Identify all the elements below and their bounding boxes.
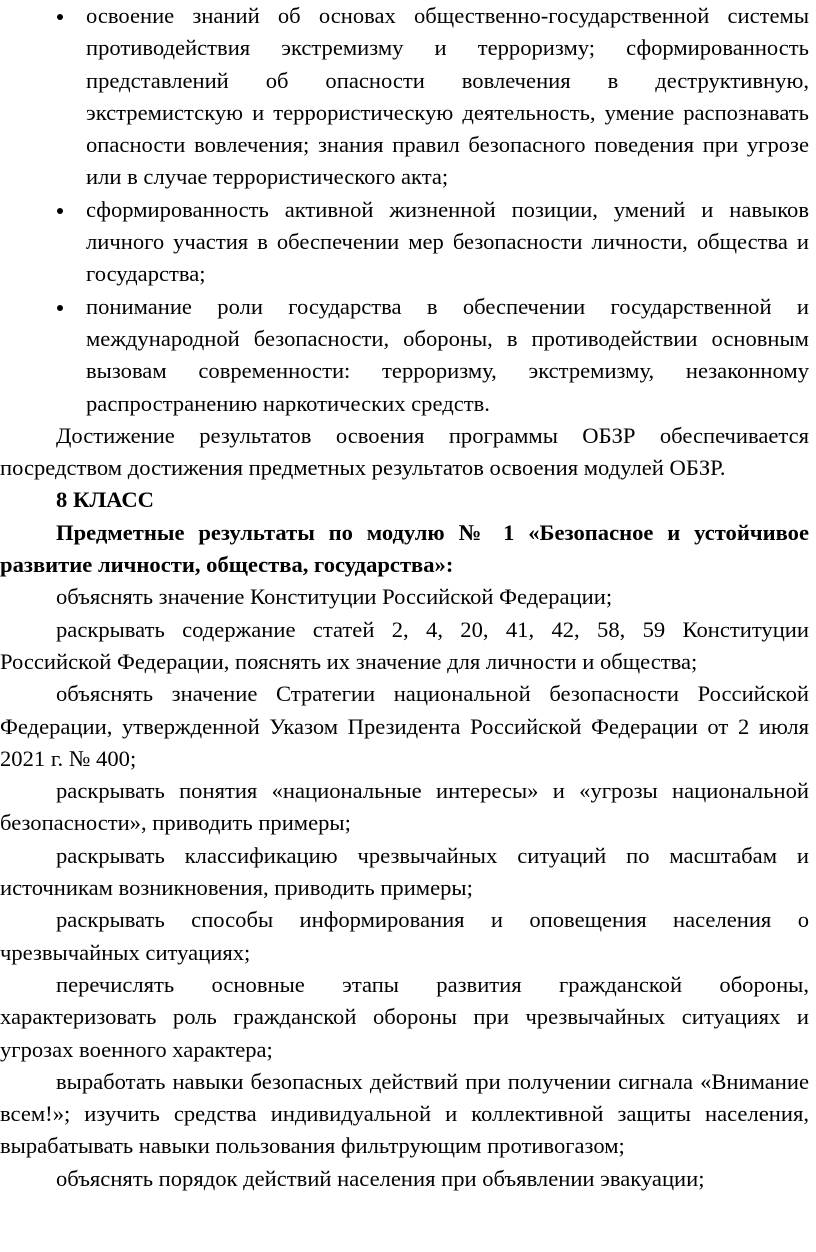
grade-heading: 8 КЛАСС <box>56 487 154 513</box>
bullet-text: освоение знаний об основах общественно-государственной системы противодействия экстремизму и терроризму; сформированность представлений об опасности вовлечения в деструктивную, экстремистскую и террористическую деятельность, умение распознавать опасности вовлечения; знания правил безопасного поведения при угрозе или в случае террористического акта; <box>86 3 809 190</box>
result-paragraph: объяснять значение Конституции Российской Федерации; <box>56 584 613 610</box>
bullet-dot-icon <box>57 305 63 311</box>
bullet-item <box>86 291 809 420</box>
result-paragraph: раскрывать классификацию чрезвычайных ситуаций по масштабам и источникам возникновения, приводить примеры; <box>0 842 809 901</box>
result-paragraph: перечислять основные этапы развития гражданской обороны, характеризовать роль гражданской обороны при чрезвычайных ситуациях и угрозах военного характера; <box>0 971 809 1062</box>
bullet-dot-icon <box>57 208 63 214</box>
module-heading: Предметные результаты по модулю № 1 «Безопасное и устойчивое развитие личности, общества, государства»: <box>0 519 809 578</box>
result-paragraph: раскрывать содержание статей 2, 4, 20, 41, 42, 58, 59 Конституции Российской Федерации, пояснять их значение для личности и общества; <box>0 616 809 674</box>
bullet-text: понимание роли государства в обеспечении государственной и международной безопасности, обороны, в противодействии основным вызовам современности: терроризму, экстремизму, незаконному распространению наркотических средств. <box>86 293 809 416</box>
bullet-dot-icon <box>57 14 63 20</box>
bullet-text: сформированность активной жизненной позиции, умений и навыков личного участия в обеспечении мер безопасности личности, общества и государства; <box>86 196 809 287</box>
bullet-item <box>86 194 809 291</box>
result-paragraph: объяснять порядок действий населения при объявлении эвакуации; <box>56 1165 705 1191</box>
achievement-paragraph: Достижение результатов освоения программы ОБЗР обеспечивается посредством достижения предметных результатов освоения модулей ОБЗР. <box>0 422 809 481</box>
result-paragraph: объяснять значение Стратегии национальной безопасности Российской Федерации, утвержденной Указом Президента Российской Федерации от 2 июля 2021 г. № 400; <box>0 681 809 771</box>
result-paragraph: выработать навыки безопасных действий при получении сигнала «Внимание всем!»; изучить средства индивидуальной и коллективной защиты населения, вырабатывать навыки пользования фильтрующим противогазом; <box>0 1068 809 1159</box>
result-paragraph: раскрывать понятия «национальные интересы» и «угрозы национальной безопасности», приводить примеры; <box>0 778 809 836</box>
result-paragraph: раскрывать способы информирования и оповещения населения о чрезвычайных ситуациях; <box>0 907 809 965</box>
bullet-list <box>0 0 816 420</box>
bullet-item <box>86 0 809 194</box>
